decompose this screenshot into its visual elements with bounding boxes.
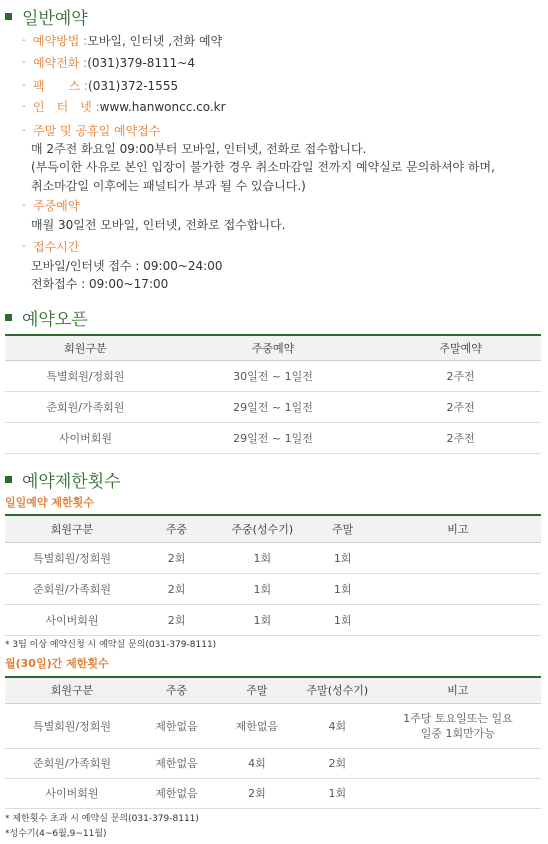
table-cell: 1회: [214, 542, 310, 573]
section-general-title: 일반예약: [5, 4, 88, 29]
weekday-heading: - 주중예약: [22, 199, 80, 213]
col-header: 주말예약: [380, 335, 541, 360]
table-cell: [375, 573, 541, 604]
table-cell: 특별회원/정회원: [5, 542, 139, 573]
table-cell: 2회: [139, 573, 214, 604]
col-header: 주중: [139, 515, 214, 542]
col-header: 주말: [311, 515, 375, 542]
table-cell: 29일전 ~ 1일전: [166, 422, 380, 453]
website-link[interactable]: www.hanwoncc.co.kr: [99, 99, 226, 114]
table-cell: 2회: [300, 748, 375, 778]
table-cell: 준회원/가족회원: [5, 391, 166, 422]
weekend-heading: - 주말 및 공휴일 예약접수: [22, 124, 161, 138]
table-header-row: [5, 335, 541, 360]
weekend-note-2: 취소마감일 이후에는 패널티가 부과 될 수 있습니다.): [31, 179, 306, 193]
table-cell: 1회: [311, 542, 375, 573]
table-row: [5, 703, 541, 748]
table-row: [5, 542, 541, 573]
table-cell: 2주전: [380, 422, 541, 453]
table-row: [5, 604, 541, 635]
table-cell: 1회: [300, 778, 375, 808]
bullet-square-icon: [5, 13, 12, 20]
dash-icon: -: [22, 35, 26, 46]
weekday-line: 매월 30일전 모바일, 인터넷, 전화로 접수합니다.: [31, 218, 286, 232]
daily-limit-note: * 3팀 이상 예약신청 시 예약실 문의(031-379-8111): [5, 640, 217, 650]
table-cell: 4회: [300, 703, 375, 748]
table-cell: 1회: [311, 604, 375, 635]
table-row: [5, 748, 541, 778]
daily-limit-subtitle: 일일예약 제한횟수: [5, 496, 94, 509]
weekend-note-1: (부득이한 사유로 본인 입장이 불가한 경우 취소마감일 전까지 예약실로 문의하셔야 하며,: [31, 160, 495, 174]
info-row-web: - 인 터 넷 : www.hanwoncc.co.kr: [22, 99, 226, 114]
section-open-title: 예약오픈: [5, 305, 88, 330]
table-cell: 제한없음: [214, 703, 300, 748]
section-limit-title: 예약제한횟수: [5, 467, 121, 492]
monthly-limit-note-2: *성수기(4~6월,9~11월): [5, 829, 107, 839]
table-cell: 30일전 ~ 1일전: [166, 360, 380, 391]
table-row: [5, 422, 541, 453]
dash-icon: -: [22, 241, 26, 252]
col-header: 비고: [375, 677, 541, 703]
table-cell: [375, 748, 541, 778]
weekend-line: 매 2주전 화요일 09:00부터 모바일, 인터넷, 전화로 접수합니다.: [31, 142, 367, 156]
table-cell: 2회: [139, 542, 214, 573]
table-cell: 4회: [214, 748, 300, 778]
bullet-square-icon: [5, 476, 12, 483]
table-cell: [375, 604, 541, 635]
dash-icon: -: [22, 125, 26, 136]
open-table: [5, 334, 541, 454]
col-header: 비고: [375, 515, 541, 542]
table-cell: 준회원/가족회원: [5, 573, 139, 604]
info-row-fax: - 팩 스 : (031)372-1555: [22, 78, 179, 93]
hours-line-1: 모바일/인터넷 접수 : 09:00~24:00: [31, 259, 223, 273]
table-cell: 1회: [214, 573, 310, 604]
table-cell: 사이버회원: [5, 778, 139, 808]
table-cell: 2주전: [380, 360, 541, 391]
col-header: 주중: [139, 677, 214, 703]
bullet-square-icon: [5, 314, 12, 321]
col-header: 회원구분: [5, 515, 139, 542]
table-header-row: [5, 515, 541, 542]
hours-heading: - 접수시간: [22, 240, 80, 254]
table-cell: 사이버회원: [5, 604, 139, 635]
dash-icon: -: [22, 80, 26, 91]
table-cell: 1주당 토요일또는 일요일중 1회만가능: [375, 703, 541, 748]
table-row: [5, 573, 541, 604]
monthly-limit-subtitle: 월(30일)간 제한횟수: [5, 657, 109, 670]
table-cell: 제한없음: [139, 748, 214, 778]
col-header: 주중(성수기): [214, 515, 310, 542]
col-header: 주중예약: [166, 335, 380, 360]
table-cell: 1회: [311, 573, 375, 604]
info-row-phone: - 예약전화 : (031)379-8111~4: [22, 55, 195, 70]
dash-icon: -: [22, 101, 26, 112]
dash-icon: -: [22, 57, 26, 68]
table-cell: 제한없음: [139, 703, 214, 748]
daily-limit-table: [5, 514, 541, 636]
table-cell: 특별회원/정회원: [5, 360, 166, 391]
table-cell: [375, 778, 541, 808]
dash-icon: -: [22, 200, 26, 211]
table-cell: 1회: [214, 604, 310, 635]
table-cell: 2주전: [380, 391, 541, 422]
table-cell: 29일전 ~ 1일전: [166, 391, 380, 422]
monthly-limit-table: [5, 676, 541, 809]
monthly-limit-note-1: * 제한횟수 초과 시 예약실 문의(031-379-8111): [5, 814, 199, 824]
table-header-row: [5, 677, 541, 703]
table-cell: 2회: [139, 604, 214, 635]
table-cell: 특별회원/정회원: [5, 703, 139, 748]
table-cell: 준회원/가족회원: [5, 748, 139, 778]
table-cell: [375, 542, 541, 573]
info-row-method: - 예약방법 : 모바일, 인터넷 ,전화 예약: [22, 34, 223, 48]
table-cell: 사이버회원: [5, 422, 166, 453]
table-row: [5, 391, 541, 422]
col-header: 회원구분: [5, 335, 166, 360]
table-row: [5, 778, 541, 808]
table-cell: 제한없음: [139, 778, 214, 808]
hours-line-2: 전화접수 : 09:00~17:00: [31, 277, 169, 291]
table-row: [5, 360, 541, 391]
col-header: 주말(성수기): [300, 677, 375, 703]
col-header: 주말: [214, 677, 300, 703]
col-header: 회원구분: [5, 677, 139, 703]
table-cell: 2회: [214, 778, 300, 808]
